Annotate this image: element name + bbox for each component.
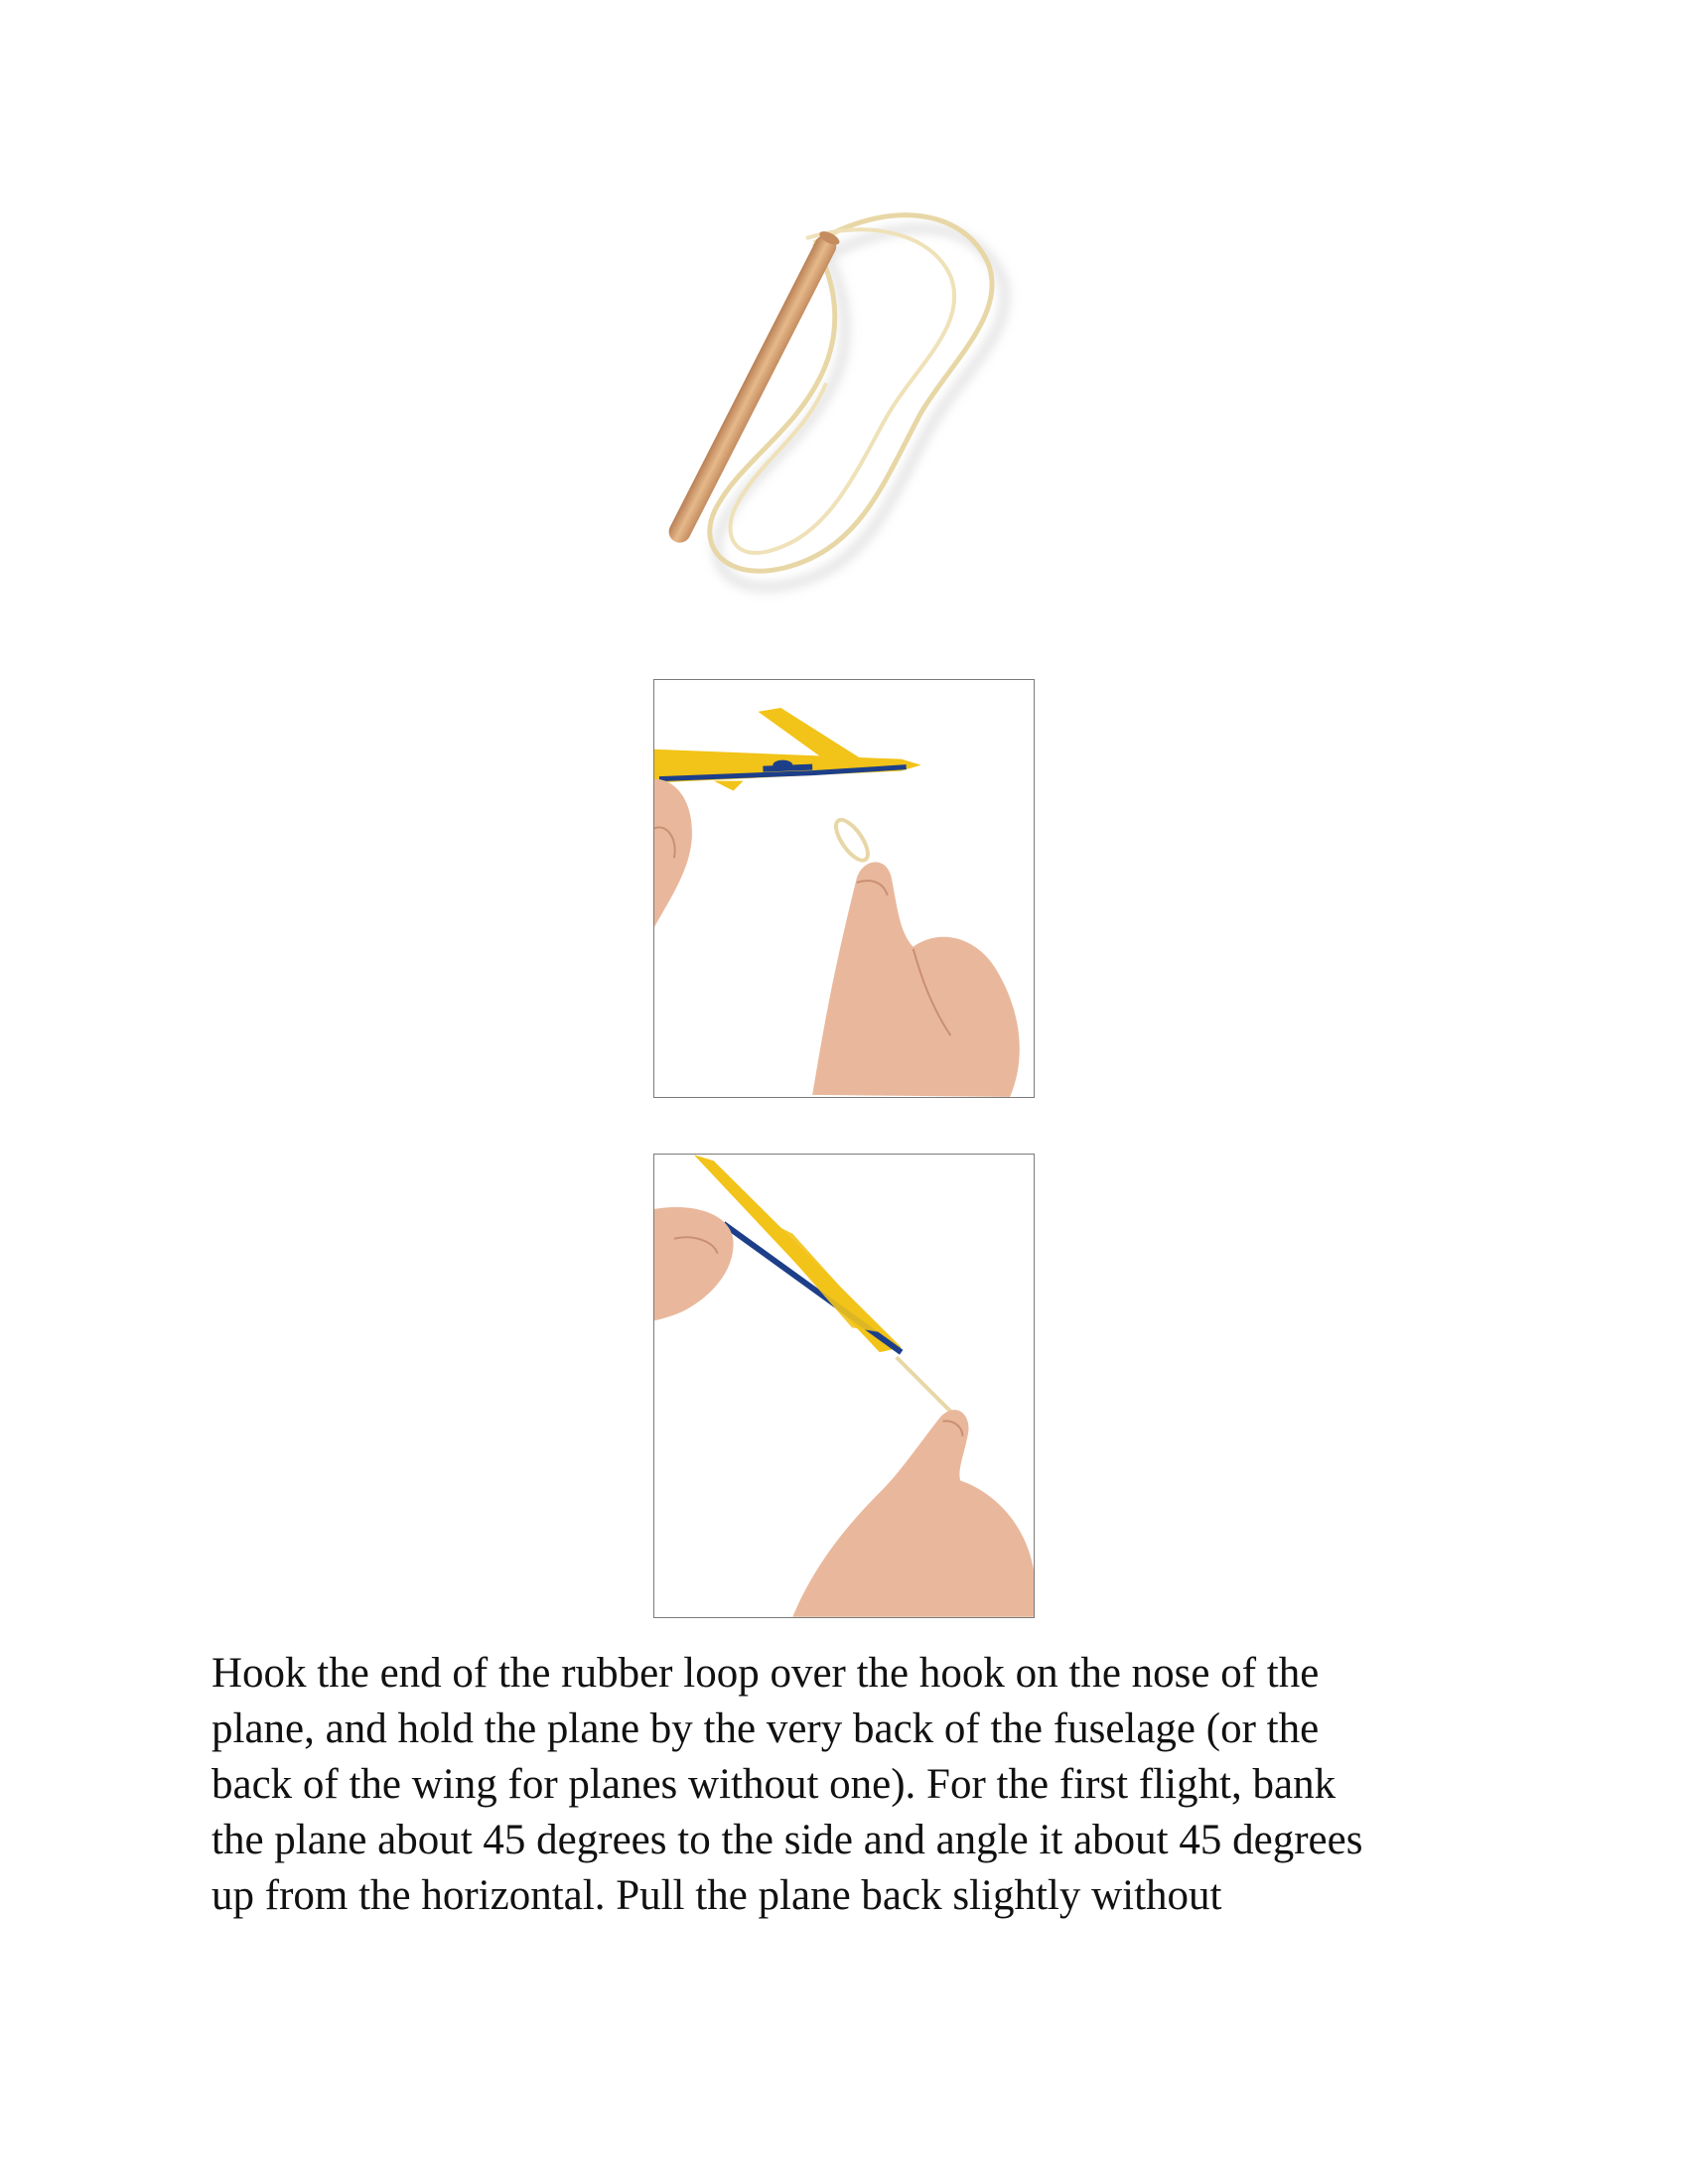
pull-back-photo bbox=[653, 1154, 1035, 1618]
hook-rubber-photo bbox=[653, 679, 1035, 1098]
hook-illustration bbox=[654, 680, 1034, 1097]
pull-illustration bbox=[654, 1155, 1034, 1617]
instruction-paragraph: Hook the end of the rubber loop over the hook on the nose of the plane, and hold the plane by the very back of the fuselage (or the back of the wing for planes without one). For the first flight, bank the plane about 45 degrees to the side and angle it about 45 degrees up from the horizontal. Pull the plane back slightly without bbox=[211, 1650, 1363, 1919]
launcher-illustration bbox=[635, 199, 1053, 625]
launcher-photo bbox=[635, 199, 1053, 625]
